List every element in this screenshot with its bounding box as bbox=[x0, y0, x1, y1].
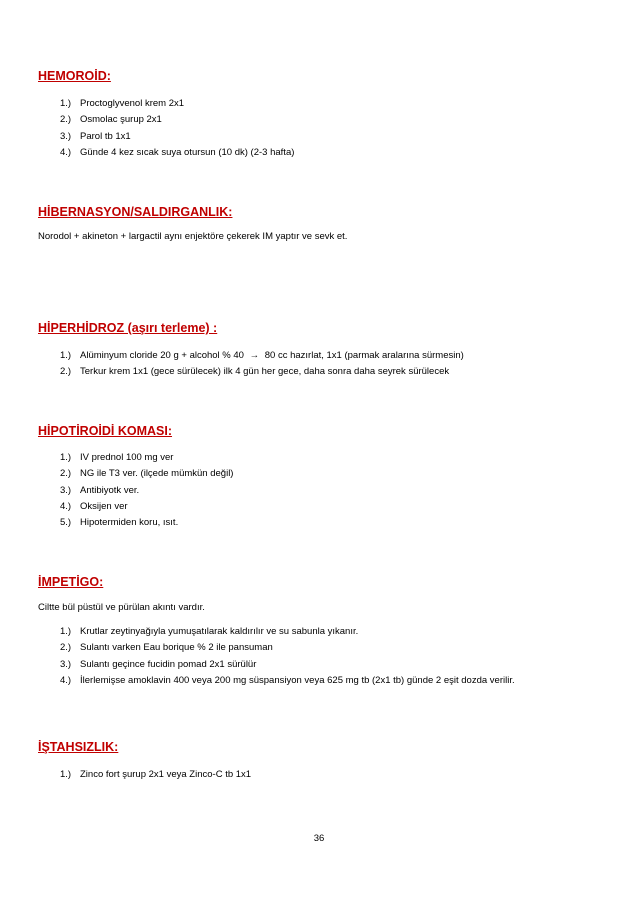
list-item bbox=[38, 624, 608, 640]
list-text: Antibiyotk ver. bbox=[80, 484, 140, 496]
list-number: 2.) bbox=[60, 642, 72, 654]
section-paragraph: Norodol + akineton + largactil aynı enjektöre çekerek IM yaptır ve sevk et. bbox=[38, 231, 348, 242]
list-text: IV prednol 100 mg ver bbox=[80, 452, 174, 463]
list-text: Osmolac şurup 2x1 bbox=[80, 114, 162, 126]
list-number: 1.) bbox=[60, 350, 72, 361]
list-number: 3.) bbox=[60, 484, 72, 496]
list-text: Hipotermiden koru, ısıt. bbox=[80, 517, 179, 529]
section-hiperhidroz bbox=[38, 320, 608, 381]
section-istahsizlik bbox=[38, 739, 608, 783]
list-text: NG ile T3 ver. (ilçede mümkün değil) bbox=[80, 468, 234, 480]
section-heading: HİPERHİDROZ (aşırı terleme) : bbox=[38, 321, 218, 335]
list-number: 5.) bbox=[60, 517, 72, 529]
section-impetigo bbox=[38, 574, 608, 689]
list-text-before: Alüminyum cloride 20 g + alcohol % 40 bbox=[80, 350, 247, 361]
list-text: Günde 4 kez sıcak suya otursun (10 dk) (2-3 hafta) bbox=[80, 146, 295, 158]
list-text: Sulantı varken Eau borique % 2 ile pansuman bbox=[80, 642, 273, 654]
section-heading: HİBERNASYON/SALDIRGANLIK: bbox=[38, 205, 233, 219]
section-hipotiroidi-komasi bbox=[38, 423, 608, 531]
section-heading: İŞTAHSIZLIK: bbox=[38, 740, 119, 754]
list-number: 4.) bbox=[60, 146, 72, 158]
list-text: Sulantı geçince fucidin pomad 2x1 sürülür bbox=[80, 658, 257, 670]
numbered-list bbox=[38, 96, 608, 161]
list-text: Oksijen ver bbox=[80, 500, 128, 512]
page-number: 36 bbox=[313, 833, 325, 844]
list-number: 1.) bbox=[60, 769, 72, 780]
list-text-after: 80 cc hazırlat, 1x1 (parmak aralarına sürmesin) bbox=[262, 350, 464, 361]
list-number: 2.) bbox=[60, 468, 72, 480]
list-number: 1.) bbox=[60, 626, 72, 637]
list-item bbox=[38, 640, 608, 656]
list-item bbox=[38, 96, 608, 112]
list-item bbox=[38, 466, 608, 482]
numbered-list bbox=[38, 450, 608, 531]
list-number: 1.) bbox=[60, 98, 72, 109]
list-item bbox=[38, 483, 608, 499]
list-text: Terkur krem 1x1 (gece sürülecek) ilk 4 gün her gece, daha sonra daha seyrek sürülecek bbox=[80, 366, 450, 378]
list-text: Proctoglyvenol krem 2x1 bbox=[80, 98, 185, 109]
list-text: Parol tb 1x1 bbox=[80, 130, 131, 142]
list-item bbox=[38, 657, 608, 673]
list-text: Krutlar zeytinyağıyla yumuşatılarak kaldırılır ve su sabunla yıkanır. bbox=[80, 626, 359, 637]
list-item bbox=[38, 364, 608, 380]
list-number: 3.) bbox=[60, 130, 72, 142]
list-number: 1.) bbox=[60, 452, 72, 463]
list-item bbox=[38, 515, 608, 531]
section-heading: HİPOTİROİDİ KOMASI: bbox=[38, 424, 173, 438]
list-item bbox=[38, 348, 608, 364]
list-item bbox=[38, 673, 608, 689]
section-hemoroid bbox=[38, 68, 608, 161]
numbered-list bbox=[38, 767, 608, 783]
list-number: 3.) bbox=[60, 658, 72, 670]
list-number: 2.) bbox=[60, 366, 72, 378]
numbered-list bbox=[38, 348, 608, 381]
section-hibernasyon bbox=[38, 204, 608, 243]
list-item bbox=[38, 767, 608, 783]
section-heading: İMPETİGO: bbox=[38, 575, 104, 589]
list-text: İlerlemişse amoklavin 400 veya 200 mg süspansiyon veya 625 mg tb (2x1 tb) günde 2 eşit dozda verilir. bbox=[80, 674, 515, 686]
section-paragraph: Ciltte bül püstül ve pürülan akıntı vardır. bbox=[38, 602, 205, 613]
numbered-list bbox=[38, 624, 608, 689]
list-item bbox=[38, 129, 608, 145]
list-item bbox=[38, 112, 608, 128]
right-arrow-icon: → bbox=[249, 350, 260, 361]
list-number: 2.) bbox=[60, 114, 72, 126]
list-number: 4.) bbox=[60, 500, 72, 512]
list-item bbox=[38, 450, 608, 466]
list-number: 4.) bbox=[60, 674, 72, 686]
list-item bbox=[38, 499, 608, 515]
list-item bbox=[38, 145, 608, 161]
list-text: Zinco fort şurup 2x1 veya Zinco-C tb 1x1 bbox=[80, 769, 252, 780]
section-heading: HEMOROİD: bbox=[38, 69, 111, 83]
